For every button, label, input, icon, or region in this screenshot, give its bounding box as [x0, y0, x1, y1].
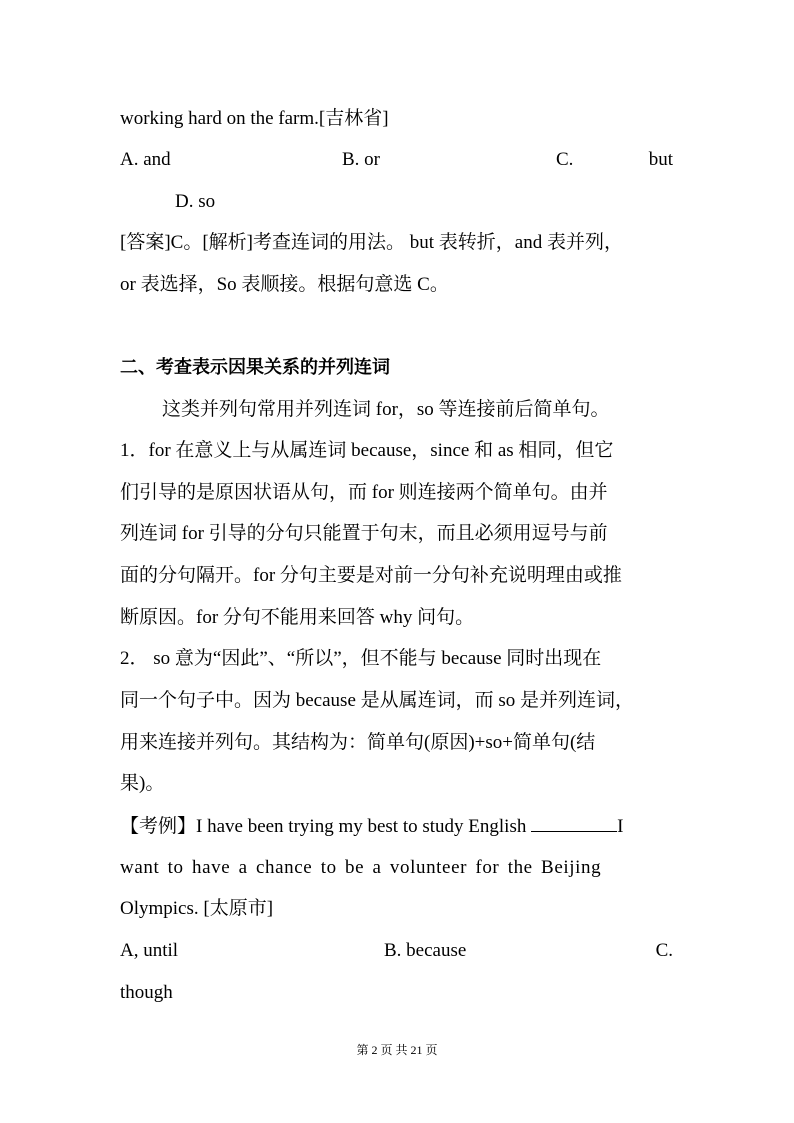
- option-c: [556, 148, 673, 172]
- example-text: want to have a chance to be a volunteer for the Beijing: [120, 857, 602, 878]
- paragraph-line: 面的分句隔开。for 分句主要是对前一分句补充说明理由或推: [120, 565, 622, 586]
- paragraph-line: 果)。: [120, 773, 165, 794]
- option-a: A, until: [120, 940, 179, 961]
- option-a: A. and: [120, 149, 171, 170]
- section-heading: 二、考查表示因果关系的并列连词: [120, 357, 390, 378]
- question1-options-row: [120, 148, 673, 172]
- example-line-justified: [120, 856, 673, 880]
- paragraph-line: 同一个句子中。因为 because 是从属连词，而 so 是并列连词，: [120, 690, 635, 711]
- example-prefix: 【考例】I have been trying my best to study English: [120, 816, 527, 837]
- paragraph-line: 们引导的是原因状语从句，而 for 则连接两个简单句。由并: [120, 482, 608, 503]
- paragraph-line: 断原因。for 分句不能用来回答 why 问句。: [120, 607, 475, 628]
- example-suffix: I: [617, 816, 624, 837]
- option-c-value: though: [120, 982, 173, 1003]
- paragraph-line: 用来连接并列句。其结构为：简单句(原因)+so+简单句(结: [120, 732, 596, 753]
- answer-line: or 表选择，So 表顺接。根据句意选 C。: [120, 274, 449, 295]
- paragraph-line: 列连词 for 引导的分句只能置于句末，而且必须用逗号与前: [120, 523, 608, 544]
- example-line: [120, 814, 673, 839]
- page-footer: 第 2 页 共 21 页: [356, 1043, 438, 1057]
- text-line: working hard on the farm.[吉林省]: [120, 108, 389, 129]
- example-line: Olympics. [太原市]: [120, 898, 274, 919]
- option-c-label: C.: [655, 940, 673, 961]
- paragraph-line: 2． so 意为“因此”、“所以”，但不能与 because 同时出现在: [120, 648, 602, 669]
- option-c-value: but: [648, 149, 673, 170]
- question2-options-row: [120, 939, 673, 963]
- option-c-label: C.: [556, 149, 574, 170]
- option-b: B. because: [384, 940, 467, 961]
- answer-line: [答案]C。[解析]考查连词的用法。 but 表转折，and 表并列，: [120, 232, 623, 253]
- paragraph-line: 1．for 在意义上与从属连词 because，since 和 as 相同，但它: [120, 440, 614, 461]
- section-intro: 这类并列句常用并列连词 for，so 等连接前后简单句。: [162, 399, 610, 420]
- option-d: D. so: [175, 191, 216, 212]
- option-b: B. or: [342, 149, 380, 170]
- answer-blank: [531, 814, 617, 832]
